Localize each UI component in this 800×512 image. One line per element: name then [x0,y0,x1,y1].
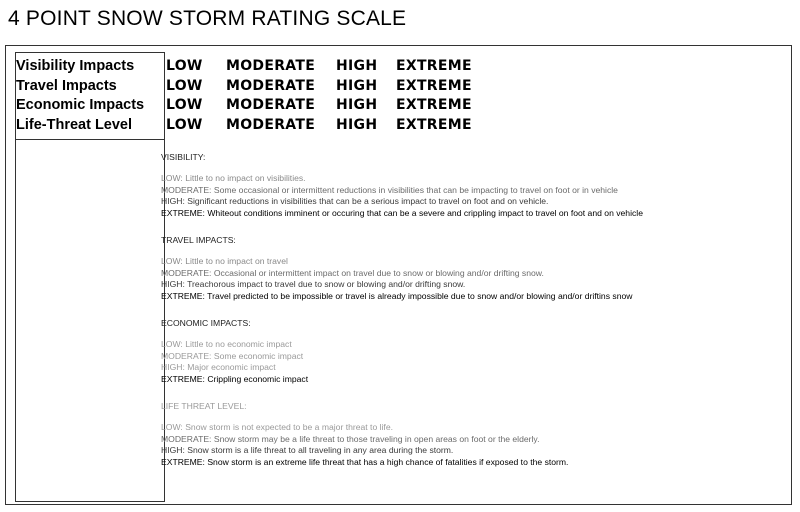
category-visibility: Visibility Impacts [16,58,135,74]
description-line-high [161,196,548,206]
level-low-row-4: LOW [166,117,203,133]
level-label: MODERATE: [161,184,212,195]
level-description: Some economic impact [211,350,304,361]
level-extreme-row-4: EXTREME [396,117,472,133]
description-line-moderate [161,185,618,195]
level-moderate-row-1: MODERATE [226,58,316,74]
level-description: Snow storm is not expected to be a major threat to life. [182,422,393,432]
section-heading: TRAVEL IMPACTS: [161,235,236,245]
description-line-high [161,445,453,455]
level-description: Little to no impact on visibilities. [182,173,306,183]
level-moderate-row-2: MODERATE [226,78,316,94]
level-description: Snow storm may be a life threat to those traveling in open areas on foot or the elderly. [211,433,540,444]
section-heading: ECONOMIC IMPACTS: [161,318,251,328]
level-description: Whiteout conditions imminent or occuring that can be a severe and crippling impact to travel on foot and on vehicle [204,208,643,219]
description-line-moderate [161,434,539,444]
level-low-row-2: LOW [166,78,203,94]
level-description: Little to no impact on travel [182,256,288,266]
category-travel: Travel Impacts [16,78,117,94]
level-description: Major economic impact [184,362,276,373]
level-label: EXTREME: [161,374,205,385]
level-description: Snow storm is an extreme life threat that has a high chance of fatalities if exposed to the storm. [204,457,569,468]
description-line-extreme [161,457,568,467]
description-line-extreme [161,374,308,384]
description-line-moderate [161,268,544,278]
description-line-extreme [161,208,643,218]
level-low-row-1: LOW [166,58,203,74]
level-description: Significant reductions in visibilities that can be a serious impact to travel on foot and on vehicle. [184,196,549,207]
description-line-high [161,362,276,372]
description-line-low [161,422,393,432]
level-extreme-row-2: EXTREME [396,78,472,94]
level-label: EXTREME: [161,208,205,219]
level-description: Some occasional or intermittent reductions in visibilities that can be impacting to travel on foot or in vehicle [211,184,618,195]
level-label: LOW: [161,339,183,349]
description-line-high [161,279,465,289]
level-label: HIGH: [161,362,185,373]
level-label: HIGH: [161,279,185,290]
level-extreme-row-3: EXTREME [396,97,472,113]
level-description: Treachorous impact to travel due to snow or blowing and/or drifting snow. [184,279,466,290]
level-description: Little to no economic impact [182,339,292,349]
level-description: Snow storm is a life threat to all traveling in any area during the storm. [184,445,454,456]
level-label: MODERATE: [161,350,212,361]
level-label: EXTREME: [161,291,205,302]
description-line-moderate [161,351,303,361]
category-life-threat: Life-Threat Level [16,117,133,133]
level-label: HIGH: [161,196,185,207]
level-label: LOW: [161,422,183,432]
level-label: HIGH: [161,445,185,456]
section-heading: LIFE THREAT LEVEL: [161,401,247,411]
level-label: MODERATE: [161,267,212,278]
level-high-row-3: HIGH [336,97,378,113]
description-line-low [161,256,288,266]
level-label: MODERATE: [161,433,212,444]
description-line-low [161,173,306,183]
level-moderate-row-3: MODERATE [226,97,316,113]
description-line-low [161,339,292,349]
level-label: LOW: [161,173,183,183]
level-high-row-1: HIGH [336,58,378,74]
level-high-row-2: HIGH [336,78,378,94]
level-label: EXTREME: [161,457,205,468]
section-heading: VISIBILITY: [161,152,206,162]
category-economic: Economic Impacts [16,97,145,113]
level-description: Occasional or intermittent impact on travel due to snow or blowing and/or drifting snow. [211,267,544,278]
level-moderate-row-4: MODERATE [226,117,316,133]
description-line-extreme [161,291,632,301]
page-title: 4 POINT SNOW STORM RATING SCALE [8,7,407,30]
level-description: Travel predicted to be impossible or travel is already impossible due to snow and/or blowing and/or driftins snow [204,291,633,302]
level-label: LOW: [161,256,183,266]
category-divider [16,139,164,140]
level-high-row-4: HIGH [336,117,378,133]
level-low-row-3: LOW [166,97,203,113]
level-description: Crippling economic impact [204,374,309,385]
level-extreme-row-1: EXTREME [396,58,472,74]
